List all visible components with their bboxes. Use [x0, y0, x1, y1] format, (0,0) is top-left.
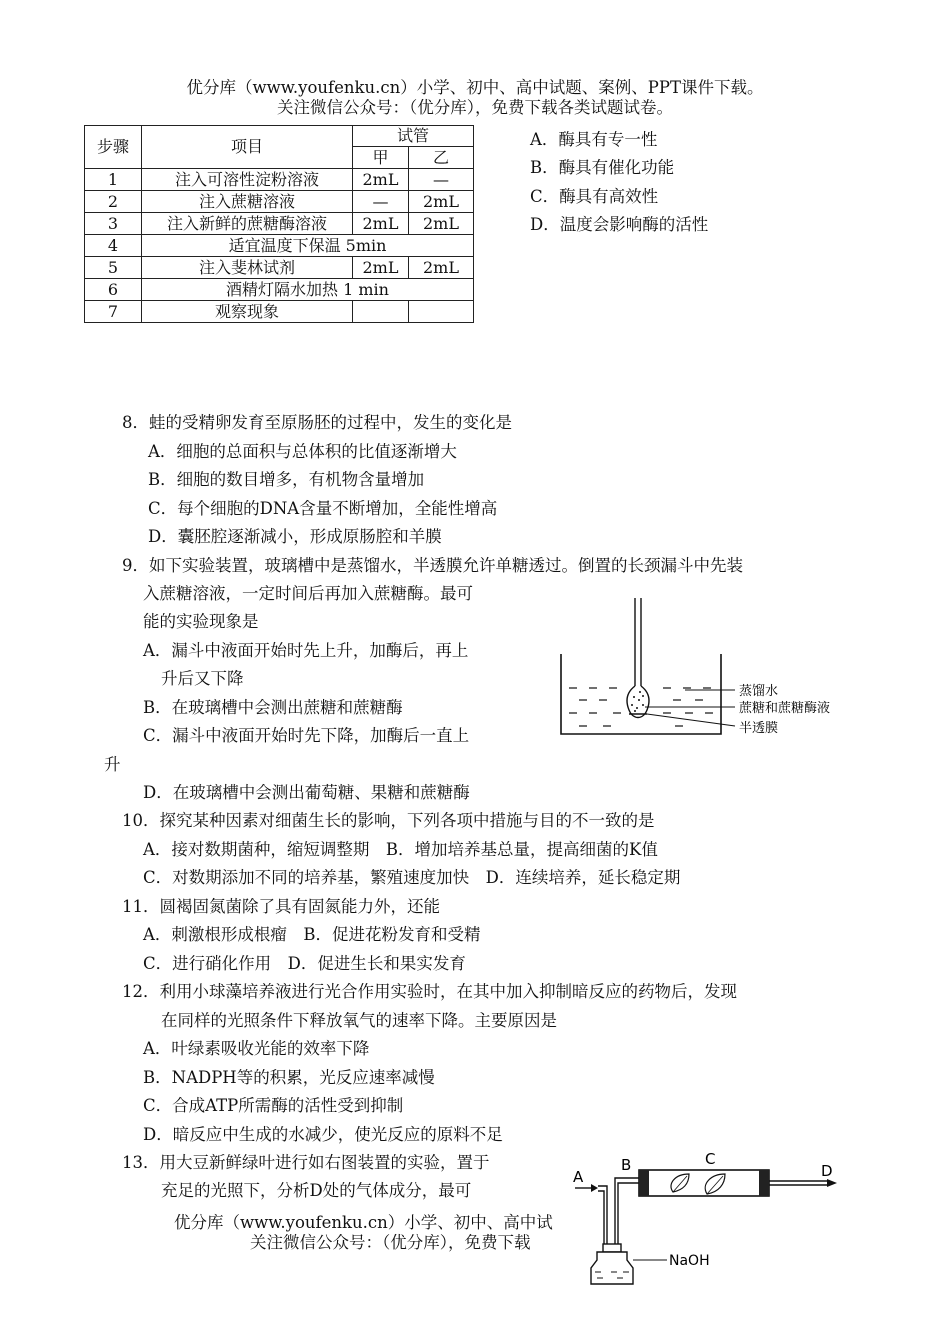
q7-option-d: D．温度会影响酶的活性 — [530, 215, 709, 234]
row-tube-b — [409, 301, 474, 323]
label-sucrose-solution: 蔗糖和蔗糖酶液 — [739, 701, 831, 716]
table-header-item: 项目 — [142, 126, 353, 169]
osmosis-apparatus-figure — [555, 592, 855, 742]
q9-option-a-line-2: 升后又下降 — [161, 669, 244, 688]
row-item: 注入可溶性淀粉溶液 — [142, 169, 353, 191]
row-tube-a — [353, 301, 409, 323]
q8-option-a: A．细胞的总面积与总体积的比值逐渐增大 — [148, 442, 457, 461]
table-row — [85, 191, 474, 213]
row-tube-a: — — [353, 191, 409, 213]
row-step: 7 — [85, 301, 142, 323]
q9-option-d: D．在玻璃槽中会测出葡萄糖、果糖和蔗糖酶 — [143, 783, 470, 802]
row-item: 观察现象 — [142, 301, 353, 323]
table-header-tube-b: 乙 — [409, 147, 474, 169]
label-distilled-water: 蒸馏水 — [739, 684, 779, 699]
row-tube-b: 2mL — [409, 191, 474, 213]
q12-option-a: A．叶绿素吸收光能的效率下降 — [143, 1039, 370, 1058]
label-d: D — [821, 1162, 833, 1180]
q12-option-b: B．NADPH等的积累，光反应速率减慢 — [143, 1068, 435, 1087]
q13-stem-line-2: 充足的光照下，分析D处的气体成分，最可 — [161, 1181, 472, 1200]
q7-option-c: C．酶具有高效性 — [530, 187, 659, 206]
header-line-1: 优分库（www.youfenku.cn）小学、初中、高中试题、案例、PPT课件下载。 — [186, 78, 764, 97]
label-c: C — [705, 1150, 716, 1168]
row-tube-a: 2mL — [353, 257, 409, 279]
row-step: 4 — [85, 235, 142, 257]
row-merged: 酒精灯隔水加热 1 min — [142, 279, 474, 301]
leaf-chamber-apparatus-figure — [565, 1148, 855, 1288]
q12-option-d: D．暗反应中生成的水减少，使光反应的原料不足 — [143, 1125, 503, 1144]
q7-option-b: B．酶具有催化功能 — [530, 158, 675, 177]
q9-option-b: B．在玻璃槽中会测出蔗糖和蔗糖酶 — [143, 698, 403, 717]
q8-option-c: C．每个细胞的DNA含量不断增加，全能性增高 — [148, 499, 498, 518]
experiment-steps-table — [84, 125, 474, 323]
row-tube-b: 2mL — [409, 257, 474, 279]
row-merged: 适宜温度下保温 5min — [142, 235, 474, 257]
label-b: B — [621, 1156, 632, 1174]
label-a: A — [573, 1168, 584, 1186]
row-tube-b: — — [409, 169, 474, 191]
q8-stem: 8．蛙的受精卵发育至原肠胚的过程中，发生的变化是 — [122, 413, 512, 432]
row-tube-a: 2mL — [353, 213, 409, 235]
q9-option-a-line-1: A．漏斗中液面开始时先上升，加酶后，再上 — [143, 641, 469, 660]
label-membrane: 半透膜 — [739, 721, 779, 736]
row-tube-a: 2mL — [353, 169, 409, 191]
row-tube-b: 2mL — [409, 213, 474, 235]
table-row — [85, 169, 474, 191]
q9-option-c-line-2: 升 — [104, 755, 121, 774]
table-row — [85, 301, 474, 323]
q12-option-c: C．合成ATP所需酶的活性受到抑制 — [143, 1096, 404, 1115]
table-row — [85, 257, 474, 279]
q11-options-ab: A．刺激根形成根瘤 B．促进花粉发育和受精 — [143, 925, 481, 944]
row-item: 注入斐林试剂 — [142, 257, 353, 279]
table-header-tube-a: 甲 — [353, 147, 409, 169]
header-line-2: 关注微信公众号：（优分库），免费下载各类试题试卷。 — [277, 98, 673, 117]
q9-option-c-line-1: C．漏斗中液面开始时先下降，加酶后一直上 — [143, 726, 470, 745]
table-row — [85, 213, 474, 235]
table-header-tubes: 试管 — [353, 126, 474, 147]
row-step: 1 — [85, 169, 142, 191]
row-step: 2 — [85, 191, 142, 213]
q8-option-d: D．囊胚腔逐渐减小，形成原肠腔和羊膜 — [148, 527, 442, 546]
row-item: 注入新鲜的蔗糖酶溶液 — [142, 213, 353, 235]
q11-options-cd: C．进行硝化作用 D．促进生长和果实发育 — [143, 954, 466, 973]
table-row — [85, 279, 474, 301]
table-row — [85, 235, 474, 257]
row-step: 5 — [85, 257, 142, 279]
q9-stem-line-1: 9．如下实验装置，玻璃槽中是蒸馏水，半透膜允许单糖透过。倒置的长颈漏斗中先装 — [122, 556, 743, 575]
q10-options-ab: A．接对数期菌种，缩短调整期 B．增加培养基总量，提高细菌的K值 — [143, 840, 658, 859]
label-naoh: NaOH — [669, 1253, 710, 1269]
q13-stem-line-1: 13．用大豆新鲜绿叶进行如右图装置的实验，置于 — [122, 1153, 490, 1172]
q9-stem-line-2: 入蔗糖溶液，一定时间后再加入蔗糖酶。最可 — [143, 584, 473, 603]
footer-line-1: 优分库（www.youfenku.cn）小学、初中、高中试 — [174, 1213, 553, 1232]
q10-stem: 10．探究某种因素对细菌生长的影响，下列各项中措施与目的不一致的是 — [122, 811, 655, 830]
row-item: 注入蔗糖溶液 — [142, 191, 353, 213]
q8-option-b: B．细胞的数目增多，有机物含量增加 — [148, 470, 425, 489]
footer-line-2: 关注微信公众号：（优分库），免费下载 — [250, 1233, 531, 1252]
table-header-step: 步骤 — [85, 126, 142, 169]
q7-option-a: A．酶具有专一性 — [530, 130, 658, 149]
q12-stem-line-1: 12．利用小球藻培养液进行光合作用实验时，在其中加入抑制暗反应的药物后，发现 — [122, 982, 737, 1001]
q10-options-cd: C．对数期添加不同的培养基，繁殖速度加快 D．连续培养，延长稳定期 — [143, 868, 681, 887]
row-step: 6 — [85, 279, 142, 301]
q12-stem-line-2: 在同样的光照条件下释放氧气的速率下降。主要原因是 — [161, 1011, 557, 1030]
row-step: 3 — [85, 213, 142, 235]
q9-stem-line-3: 能的实验现象是 — [143, 612, 259, 631]
q11-stem: 11．圆褐固氮菌除了具有固氮能力外，还能 — [122, 897, 440, 916]
